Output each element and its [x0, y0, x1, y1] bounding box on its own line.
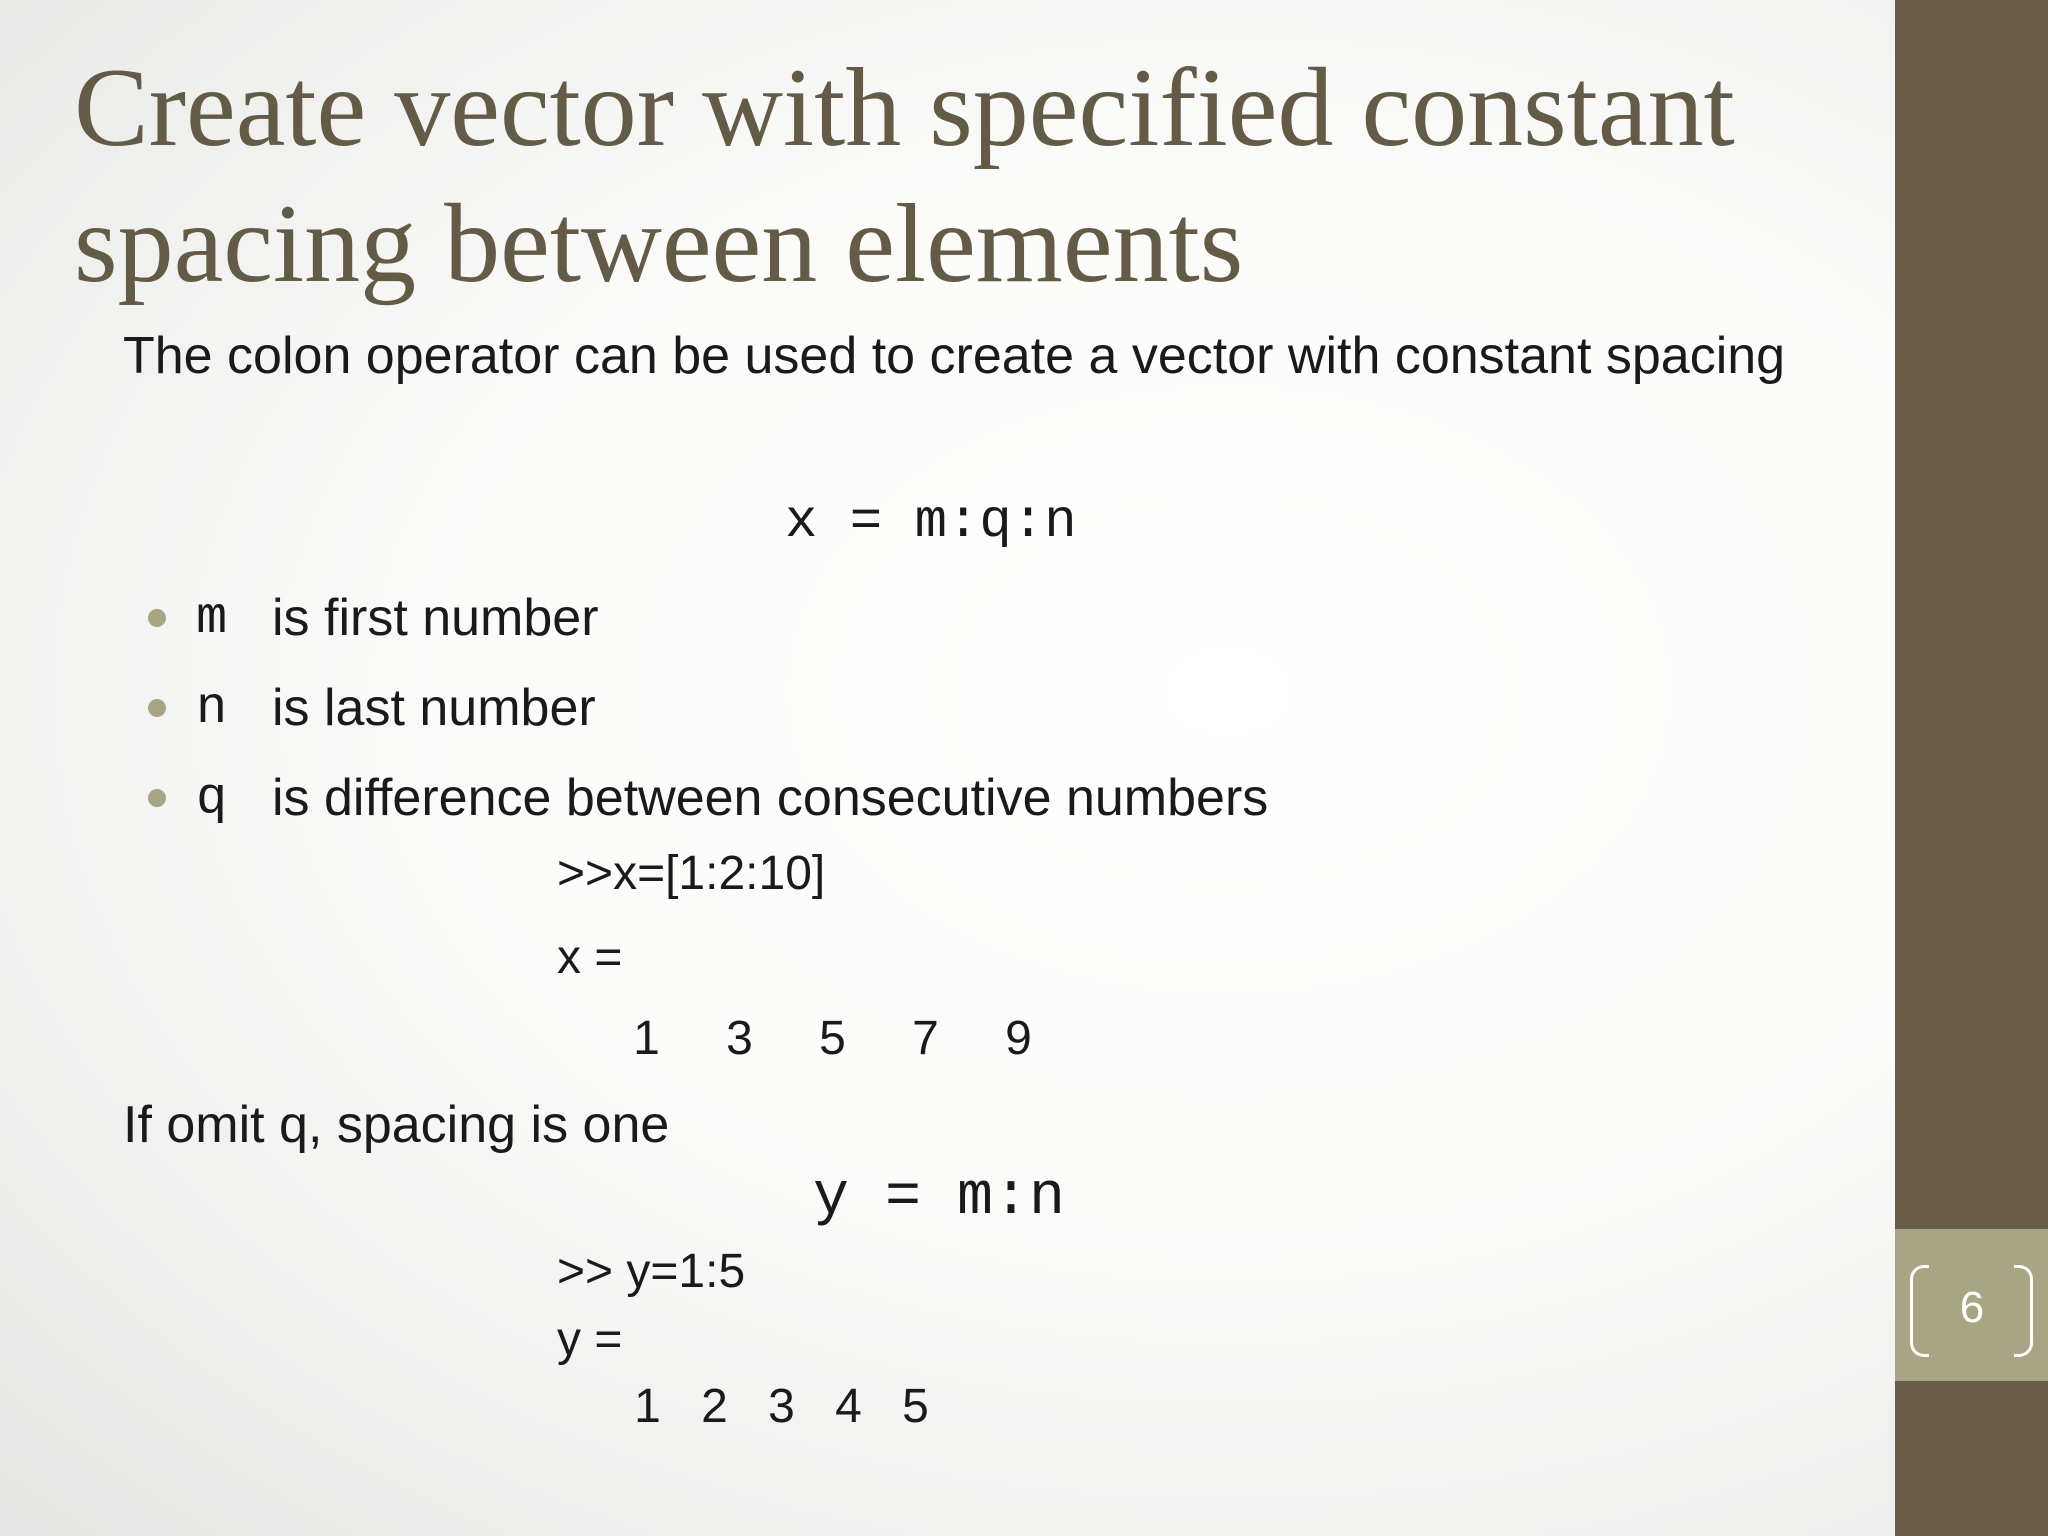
formula-colon-two: y = m:n	[813, 1164, 1066, 1232]
bullet-dot-icon	[148, 609, 166, 627]
example-1-value: 7	[912, 1012, 939, 1065]
example-2-values	[614, 1379, 949, 1434]
example-2-value: 2	[701, 1380, 728, 1433]
example-2-value: 3	[768, 1380, 795, 1433]
bullet-dot-icon	[148, 699, 166, 717]
bullet-variable: m	[196, 588, 228, 648]
bullet-item-m	[148, 573, 1268, 663]
bullet-description: is difference between consecutive numbers	[272, 769, 1269, 827]
example-1-value: 1	[633, 1012, 660, 1065]
formula-colon-three: x = m:q:n	[785, 492, 1077, 553]
omit-note: If omit q, spacing is one	[123, 1096, 670, 1154]
right-bracket-icon	[2014, 1265, 2033, 1357]
example-1-values	[600, 1011, 1065, 1066]
example-1-output-label: x =	[557, 931, 623, 984]
example-1-value: 5	[819, 1012, 846, 1065]
example-2-output-label: y =	[557, 1313, 623, 1366]
bullet-variable: n	[196, 678, 228, 738]
page-number: 6	[1959, 1283, 1985, 1332]
example-2-value: 4	[835, 1380, 862, 1433]
example-1-value: 9	[1005, 1012, 1032, 1065]
example-1-value: 3	[726, 1012, 753, 1065]
bullet-description: is first number	[272, 589, 599, 647]
example-2-command: >> y=1:5	[557, 1245, 746, 1298]
example-1-command: >>x=[1:2:10]	[557, 847, 826, 900]
slide-title: Create vector with specified constant spacing between elements	[74, 46, 1735, 306]
bullet-dot-icon	[148, 789, 166, 807]
bullet-description: is last number	[272, 679, 596, 737]
left-bracket-icon	[1910, 1265, 1929, 1357]
example-2-value: 1	[634, 1380, 661, 1433]
example-2-value: 5	[902, 1380, 929, 1433]
bullet-list	[148, 573, 1268, 843]
bullet-variable: q	[196, 768, 228, 828]
bullet-item-q	[148, 753, 1268, 843]
intro-paragraph: The colon operator can be used to create a vector with constant spacing	[123, 327, 1786, 385]
bullet-item-n	[148, 663, 1268, 753]
